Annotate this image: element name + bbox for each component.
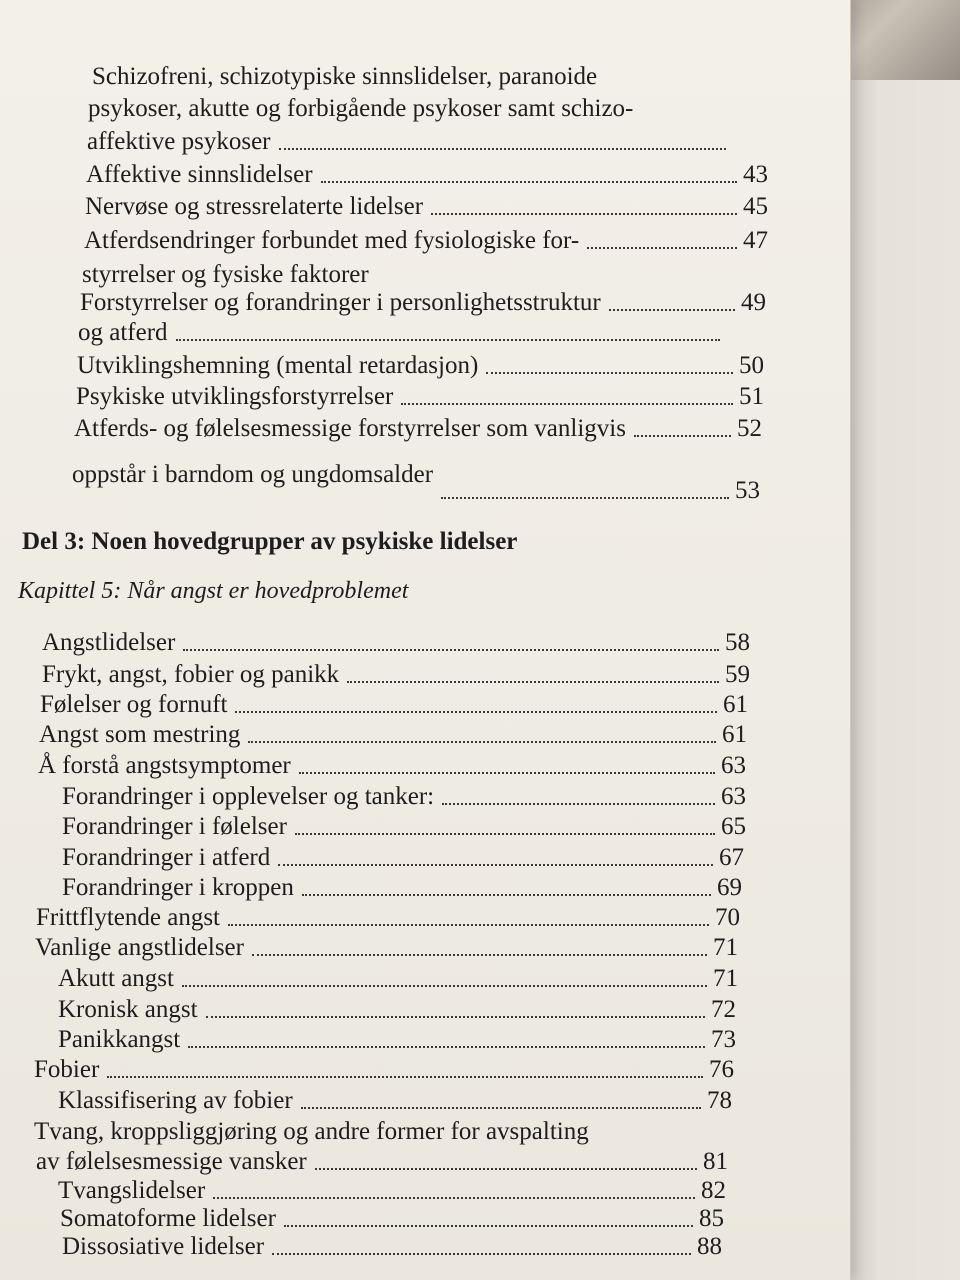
toc-page-number: 58 — [725, 629, 750, 656]
toc-page-number: 85 — [699, 1205, 724, 1232]
dot-leader — [609, 308, 735, 311]
toc-entry-title: Frykt, angst, fobier og panikk — [42, 661, 340, 688]
toc-entry — [86, 160, 768, 189]
dot-leader — [295, 832, 715, 835]
toc-entry — [62, 873, 742, 902]
dot-leader — [248, 740, 716, 743]
toc-page-number: 43 — [743, 161, 768, 188]
toc-entry — [40, 690, 748, 719]
toc-page-number: 78 — [707, 1087, 732, 1114]
toc-entry-title: Nervøse og stressrelaterte lidelser — [85, 193, 424, 220]
toc-page-number: 59 — [725, 661, 750, 688]
toc-page-number: 53 — [735, 477, 760, 504]
toc-entry — [62, 843, 744, 872]
toc-entry-text: styrrelser og fysiske faktorer — [82, 261, 369, 288]
toc-entry-title: Forandringer i følelser — [62, 813, 287, 840]
toc-entry-title: Klassifisering av fobier — [58, 1087, 293, 1114]
toc-entry-title: Psykiske utviklingsforstyrrelser — [76, 383, 394, 410]
dot-leader — [188, 1045, 705, 1048]
dot-leader — [441, 496, 729, 499]
toc-entry-title: Panikkangst — [58, 1026, 181, 1053]
toc-entry-title: Forandringer i kroppen — [62, 874, 294, 901]
toc-entry — [36, 1147, 728, 1176]
facing-page — [844, 80, 960, 1280]
toc-page-number: 49 — [741, 289, 766, 316]
dot-leader — [278, 863, 713, 866]
toc-page-number: 71 — [713, 934, 738, 961]
toc-entry — [58, 1086, 732, 1115]
part-heading: Del 3: Noen hovedgrupper av psykiske lidelser — [22, 528, 518, 555]
toc-entry — [62, 782, 746, 811]
dot-leader — [401, 402, 733, 405]
toc-entry — [42, 660, 750, 689]
toc-page-number: 71 — [713, 965, 738, 992]
dot-leader — [431, 212, 737, 215]
dot-leader — [301, 1106, 701, 1109]
toc-entry-title: Angst som mestring — [39, 721, 241, 748]
toc-entry — [87, 127, 732, 156]
dot-leader — [228, 923, 709, 926]
toc-entry — [62, 1232, 722, 1261]
dot-leader — [321, 180, 737, 183]
toc-page-number: 50 — [739, 352, 764, 379]
toc-entry — [58, 964, 738, 993]
toc-entry-title: av følelsesmessige vansker — [36, 1148, 307, 1175]
dot-leader — [347, 680, 719, 683]
toc-entry-title: Forstyrrelser og forandringer i personlighetsstruktur — [80, 289, 601, 316]
toc-entry-title: Atferds- og følelsesmessige forstyrrelser som vanligvis — [74, 415, 626, 442]
toc-page-number: 73 — [711, 1026, 736, 1053]
toc-page-number: 47 — [743, 227, 768, 254]
toc-entry — [58, 1176, 726, 1205]
toc-entry — [38, 751, 746, 780]
toc-entry — [58, 1025, 736, 1054]
toc-entry-title: Frittflytende angst — [36, 904, 220, 931]
toc-page-number: 72 — [711, 996, 736, 1023]
toc-entry-title: affektive psykoser — [87, 128, 271, 155]
toc-entry-title: Fobier — [34, 1056, 100, 1083]
toc-page-number: 82 — [701, 1177, 726, 1204]
dot-leader — [302, 893, 711, 896]
dot-leader — [284, 1224, 693, 1227]
toc-entry — [35, 933, 738, 962]
toc-entry-title: Affektive sinnslidelser — [86, 161, 313, 188]
dot-leader — [587, 246, 737, 249]
toc-entry-title: Å forstå angstsymptomer — [38, 752, 291, 779]
toc-page-number: 67 — [719, 844, 744, 871]
toc-entry-title: Akutt angst — [58, 965, 174, 992]
chapter-heading: Kapittel 5: Når angst er hovedproblemet — [18, 578, 409, 604]
dot-leader — [107, 1075, 703, 1078]
dot-leader — [213, 1196, 695, 1199]
toc-page-number: 69 — [717, 874, 742, 901]
toc-page-number: 88 — [697, 1233, 722, 1260]
toc-entry — [77, 351, 764, 380]
dot-leader — [252, 953, 707, 956]
dot-leader — [272, 1252, 691, 1255]
toc-entry-title: Dissosiative lidelser — [62, 1233, 265, 1260]
toc-entry-title: Kronisk angst — [58, 996, 198, 1023]
dot-leader — [183, 648, 719, 651]
toc-entry — [76, 382, 764, 411]
dot-leader — [299, 771, 715, 774]
toc-page-number: 76 — [709, 1056, 734, 1083]
toc-entry — [84, 226, 768, 255]
toc-entry — [42, 628, 750, 657]
toc-page-number: 51 — [739, 383, 764, 410]
toc-page-number: 63 — [721, 783, 746, 810]
toc-entry-title: Somatoforme lidelser — [60, 1205, 276, 1232]
dot-leader — [315, 1167, 697, 1170]
toc-page-number: 61 — [722, 721, 747, 748]
toc-entry-title: Tvangslidelser — [58, 1177, 206, 1204]
toc-entry-text: Schizofreni, schizotypiske sinnslidelser, paranoide — [92, 63, 598, 90]
toc-entry-title: Følelser og fornuft — [40, 691, 228, 718]
toc-entry-title: Atferdsendringer forbundet med fysiologiske for- — [84, 227, 580, 254]
dot-leader — [486, 371, 733, 374]
toc-entry — [72, 461, 760, 505]
toc-entry — [85, 192, 768, 221]
toc-entry-title: Angstlidelser — [42, 629, 176, 656]
toc-entry-text: psykoser, akutte og forbigående psykoser samt schizo- — [88, 95, 634, 122]
toc-entry-text: Tvang, kroppsliggjøring og andre former for avspalting — [34, 1118, 589, 1145]
toc-entry-title: Vanlige angstlidelser — [35, 934, 244, 961]
toc-page-number: 45 — [743, 193, 768, 220]
toc-entry-title: oppstår i barndom og ungdomsalder — [72, 461, 434, 488]
toc-entry — [78, 318, 726, 347]
toc-page-number: 63 — [721, 752, 746, 779]
toc-page-number: 61 — [723, 691, 748, 718]
toc-entry-title: Utviklingshemning (mental retardasjon) — [77, 352, 479, 379]
toc-entry-title: Forandringer i atferd — [62, 844, 271, 871]
dot-leader — [182, 984, 707, 987]
toc-entry — [58, 995, 736, 1024]
toc-page-number: 52 — [737, 415, 762, 442]
toc-entry — [80, 288, 766, 317]
dot-leader — [206, 1015, 705, 1018]
toc-entry-title: Forandringer i opplevelser og tanker: — [62, 783, 435, 810]
toc-entry — [60, 1204, 724, 1233]
toc-entry — [62, 812, 746, 841]
dot-leader — [634, 434, 731, 437]
toc-entry — [36, 903, 740, 932]
dot-leader — [176, 338, 720, 341]
toc-entry — [39, 720, 747, 749]
toc-entry-title: og atferd — [78, 319, 168, 346]
toc-entry — [34, 1055, 734, 1084]
dot-leader — [442, 802, 715, 805]
dot-leader — [235, 710, 717, 713]
toc-page-number: 65 — [721, 813, 746, 840]
toc-page-number: 81 — [703, 1148, 728, 1175]
dot-leader — [279, 147, 726, 150]
toc-page-number: 70 — [715, 904, 740, 931]
toc-entry — [74, 414, 762, 443]
